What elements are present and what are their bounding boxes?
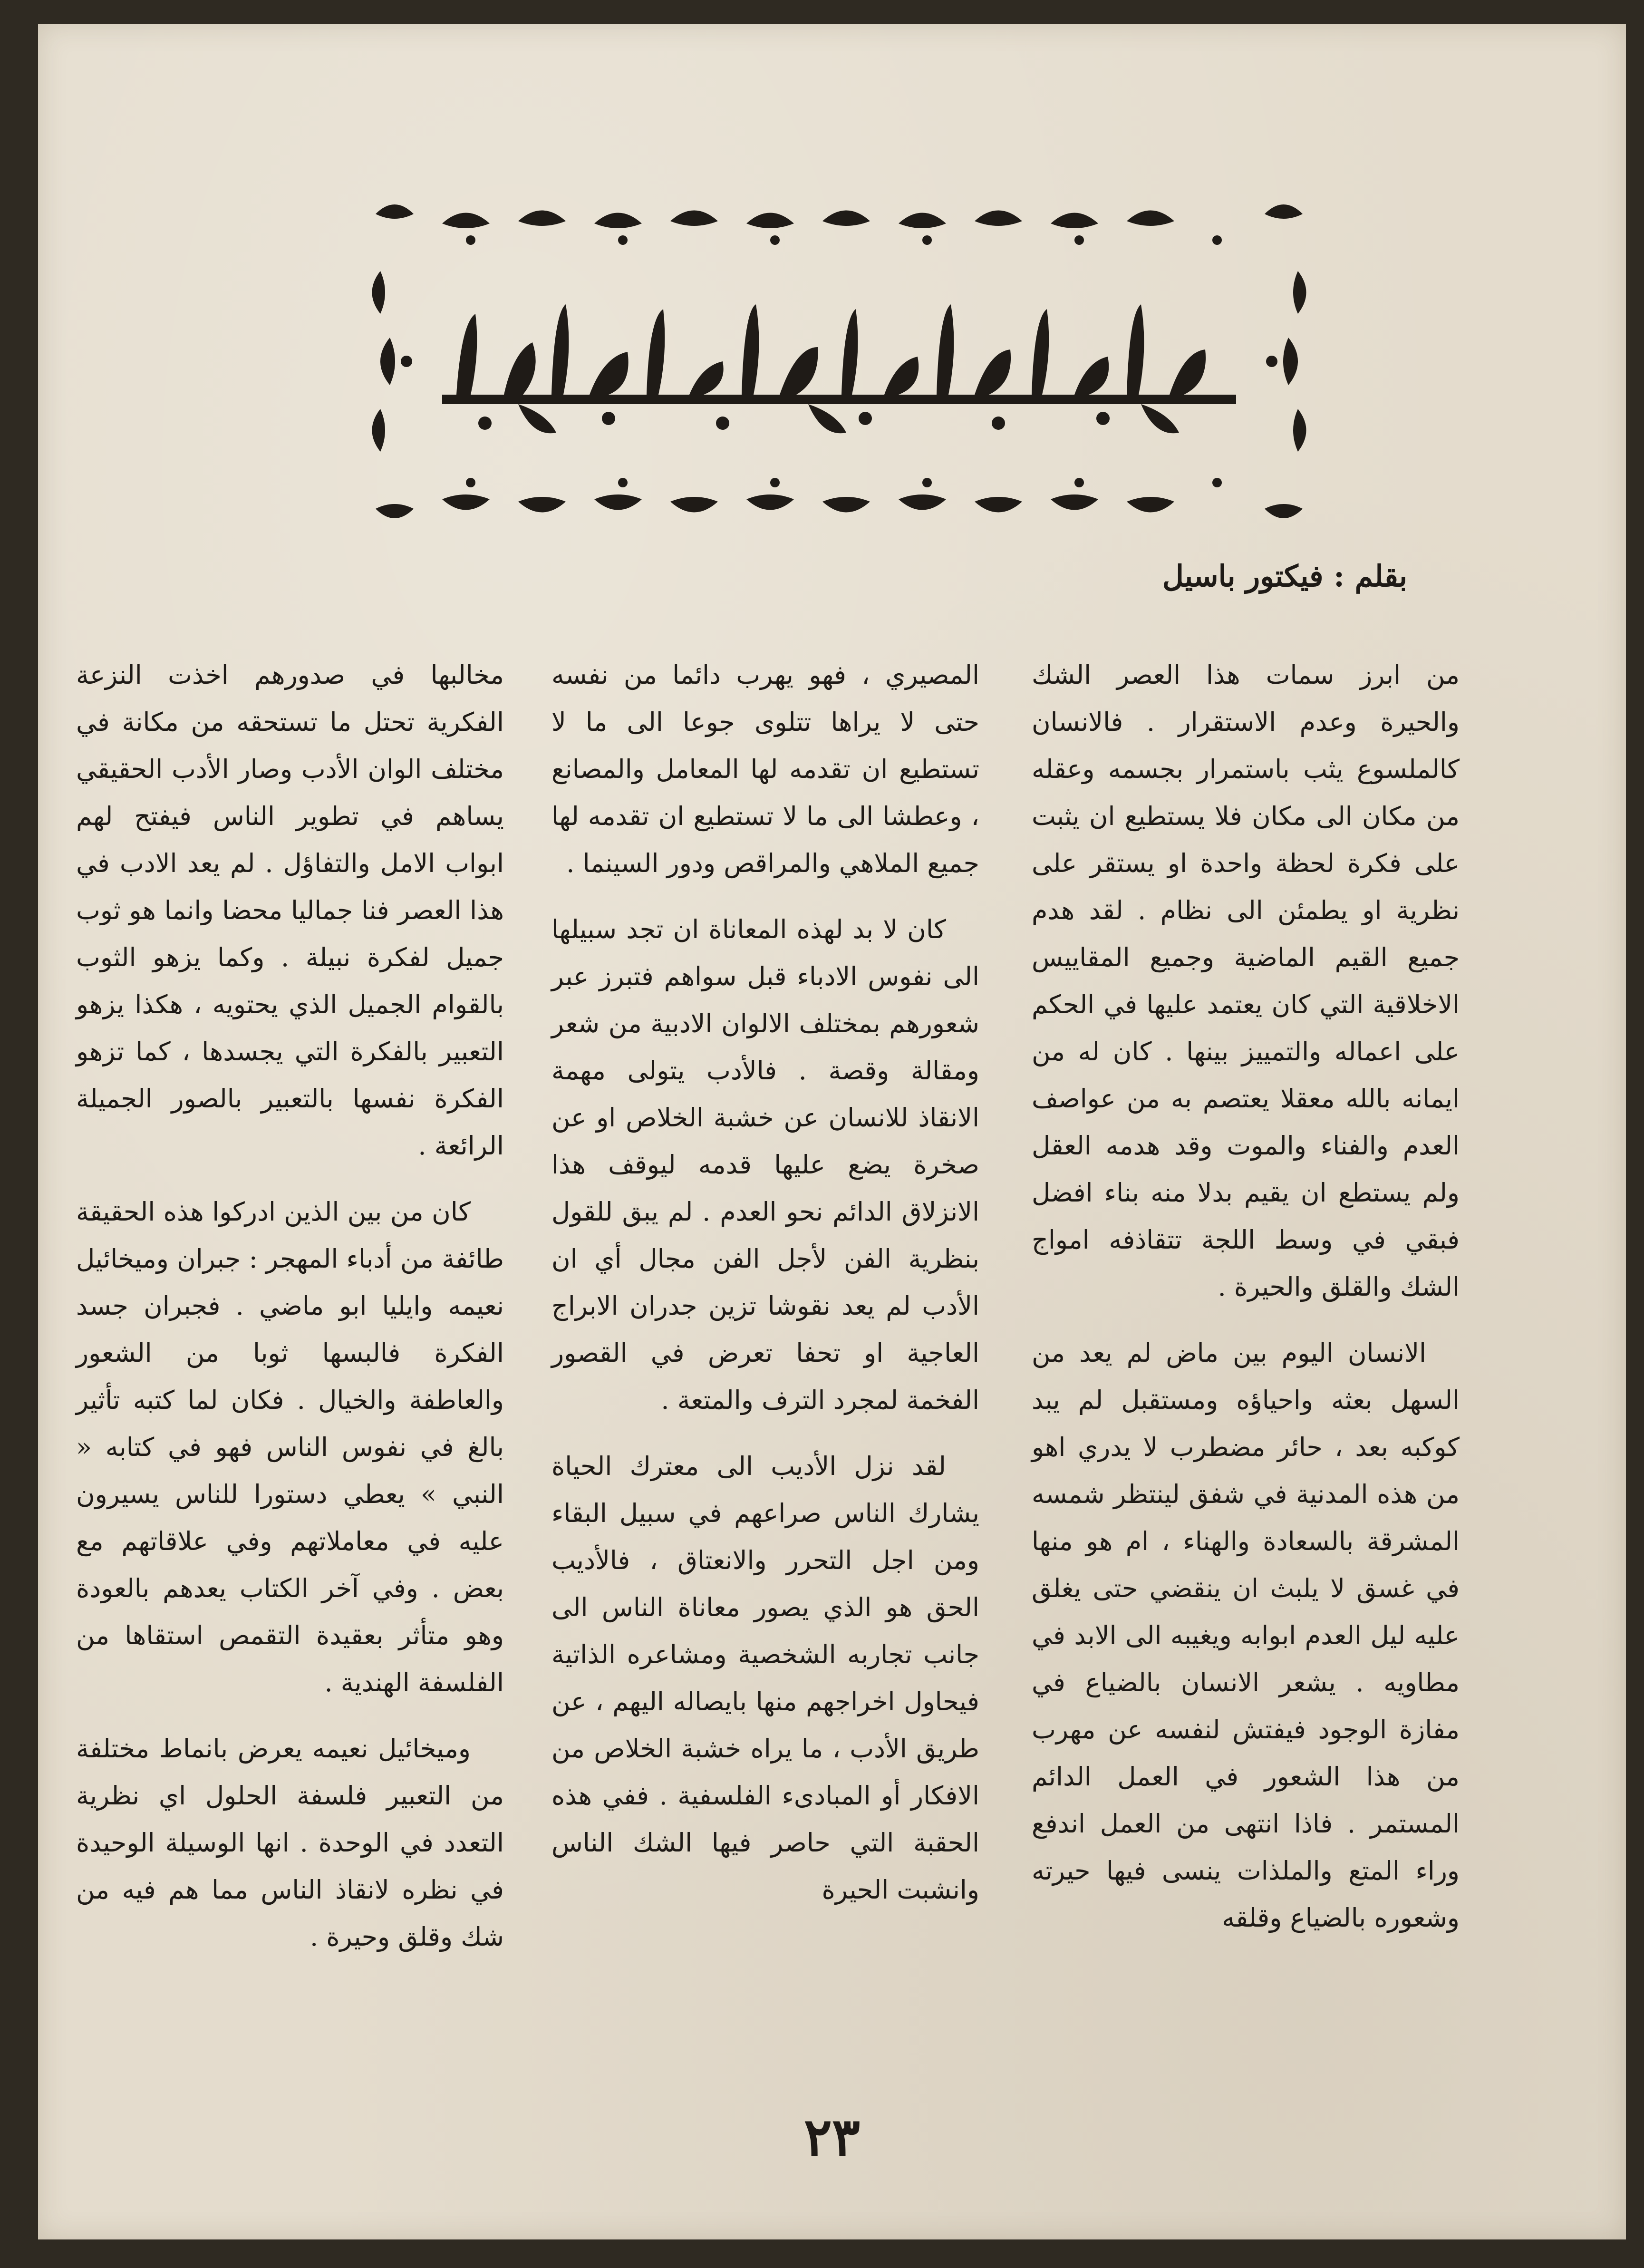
author-byline: بقلم : فيكتور باسيل [1162,559,1407,593]
floral-arabesque-border-icon [361,195,1317,528]
magazine-page [38,24,1626,2239]
paragraph: وميخائيل نعيمه يعرض بانماط مختلفة من التعبير فلسفة الحلول اي نظرية التعدد في الوحدة . انها الوسيلة الوحيدة في نظره لانقاذ الناس مما هم فيه من شك وقلق وحيرة . [76,1734,504,1952]
article-column-middle [551,651,979,1932]
article-column-right [1032,651,1460,1960]
page-number: ٢٣ [803,2106,861,2168]
title-ornament-frame [361,195,1317,528]
article-column-left [76,651,504,1979]
paragraph: من ابرز سمات هذا العصر الشك والحيرة وعدم الاستقرار . فالانسان كالملسوع يثب باستمرار بجسمه وعقله من مكان الى مكان فلا يستطيع ان يثبت على فكرة لحظة واحدة او يستقر على نظرية او يطمئن الى نظام . لقد هدم جميع القيم الماضية وجميع المقاييس الاخلاقية التي كان يعتمد عليها في الحكم على اعماله والتمييز بينها . كان له من ايمانه بالله معقلا يعتصم به من عواصف العدم والفناء والموت وقد هدمه العقل ولم يستطع ان يقيم بدلا منه بناء افضل فبقي في وسط اللجة تتقاذفه امواج الشك والقلق والحيرة . [1032,660,1460,1302]
top-ornament-row [376,204,1303,245]
paragraph: كان لا بد لهذه المعاناة ان تجد سبيلها الى نفوس الادباء قبل سواهم فتبرز عبر شعورهم بمختلف الالوان الادبية من شعر ومقالة وقصة . فالأدب يتولى مهمة الانقاذ للانسان عن خشبة الخلاص او عن صخرة يضع عليها قدمه ليوقف هذا الانزلاق الدائم نحو العدم . لم يبق للقول بنظرية الفن لأجل الفن مجال أي ان الأدب لم يعد نقوشا تزين جدران الابراج العاجية او تحفا تعرض في القصور الفخمة لمجرد الترف والمتعة . [551,914,979,1415]
title-calligraphy-strokes [442,304,1236,433]
paragraph: لقد نزل الأديب الى معترك الحياة يشارك الناس صراعهم في سبيل البقاء ومن اجل التحرر والانعتاق ، فالأديب الحق هو الذي يصور معاناة الناس الى جانب تجاربه الشخصية ومشاعره الذاتية فيحاول اخراجهم منها بايصاله اليهم ، عن طريق الأدب ، ما يراه خشبة الخلاص من الافكار أو المبادىء الفلسفية . ففي هذه الحقبة التي حاصر فيها الشك الناس وانشبت الحيرة [551,1451,979,1905]
paragraph: كان من بين الذين ادركوا هذه الحقيقة طائفة من أدباء المهجر : جبران وميخائيل نعيمه وايليا ابو ماضي . فجبران جسد الفكرة فالبسها ثوبا من الشعور والعاطفة والخيال . فكان لما كتبه تأثير بالغ في نفوس الناس فهو في كتابه « النبي » يعطي دستورا للناس يسيرون عليه في معاملاتهم وفي علاقاتهم مع بعض . وفي آخر الكتاب يعدهم بالعودة وهو متأثر بعقيدة التقمص استقاها من الفلسفة الهندية . [76,1197,504,1697]
right-ornament-column [1266,271,1306,452]
paragraph: مخالبها في صدورهم اخذت النزعة الفكرية تحتل ما تستحقه من مكانة في مختلف الوان الأدب وصار الأدب الحقيقي يساهم في تطوير الناس فيفتح لهم ابواب الامل والتفاؤل . لم يعد الادب في هذا العصر فنا جماليا محضا وانما هو ثوب جميل لفكرة نبيلة . وكما يزهو الثوب بالقوام الجميل الذي يحتويه ، هكذا يزهو التعبير بالفكرة التي يجسدها ، كما تزهو الفكرة نفسها بالتعبير بالصور الجميلة الرائعة . [76,660,504,1161]
bottom-ornament-row [376,478,1303,518]
paragraph: الانسان اليوم بين ماض لم يعد من السهل بعثه واحياؤه ومستقبل لم يبد كوكبه بعد ، حائر مضطرب لا يدري اهو من هذه المدنية في شفق لينتظر شمسه المشرقة بالسعادة والهناء ، ام هو منها في غسق لا يلبث ان ينقضي حتى يغلق عليه ليل العدم ابوابه ويغيبه الى الابد في مطاويه . يشعر الانسان بالضياع في مفازة الوجود فيفتش لنفسه عن مهرب من هذا الشعور في العمل الدائم المستمر . فاذا انتهى من العمل اندفع وراء المتع والملذات ينسى فيها حيرته وشعوره بالضياع وقلقه [1032,1338,1460,1933]
left-ornament-column [372,271,413,452]
paragraph: المصيري ، فهو يهرب دائما من نفسه حتى لا يراها تتلوى جوعا الى ما لا تستطيع ان تقدمه لها المعامل والمصانع ، وعطشا الى ما لا تستطيع ان تقدمه لها جميع الملاهي والمراقص ودور السينما . [551,660,979,878]
